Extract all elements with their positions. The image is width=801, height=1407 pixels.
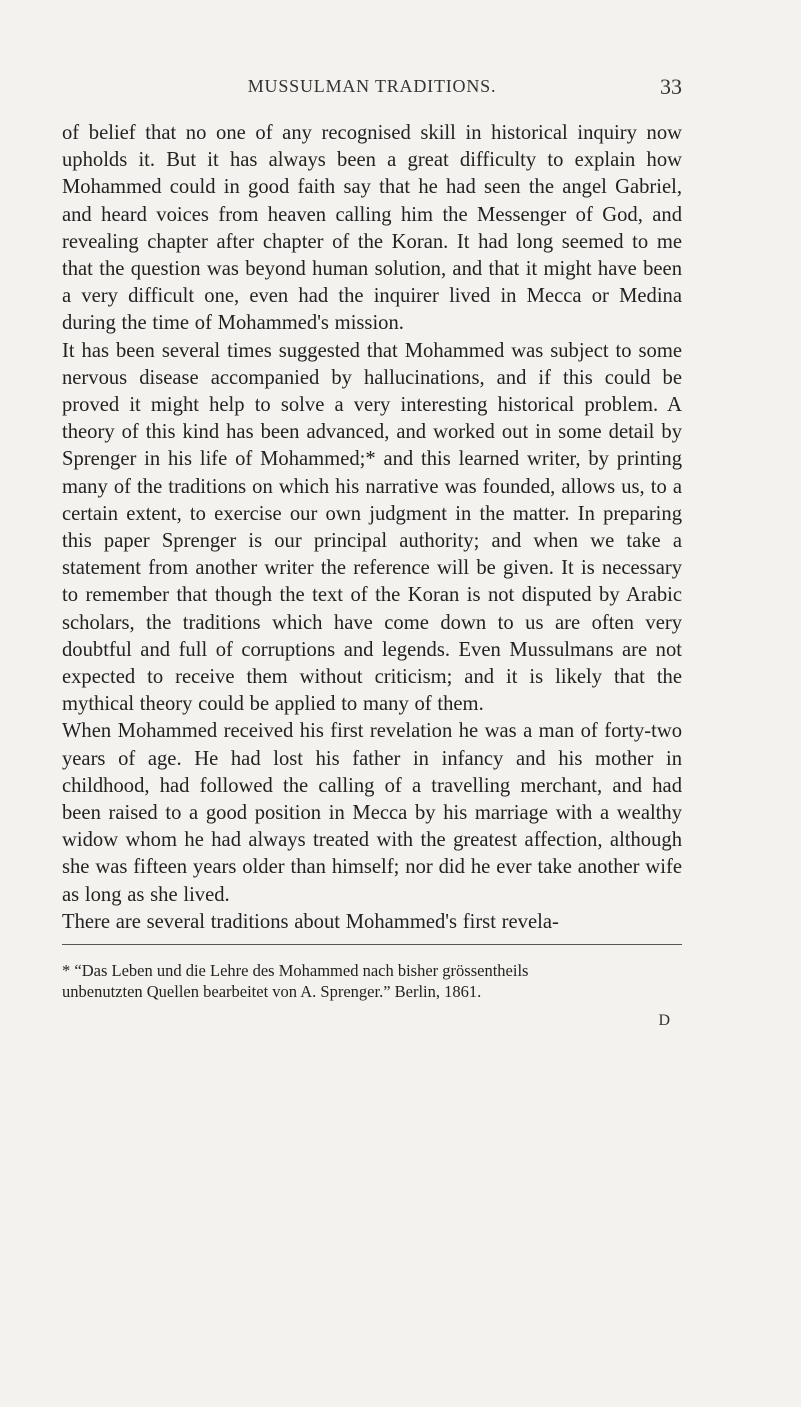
main-text xyxy=(62,120,682,936)
footnote-line-2: unbenutzten Quellen bearbeitet von A. Sprenger.” Berlin, 1861. xyxy=(62,982,482,1001)
footnote-line-1: * “Das Leben und die Lehre des Mohammed nach bisher grössentheils xyxy=(62,961,529,980)
page-number: 33 xyxy=(660,74,682,99)
paragraph-2: It has been several times suggested that Mohammed was subject to some nervous disease accompanied by hallucinations, and if this could be proved it might help to solve a very interesting historical problem. A theory of this kind has been advanced, and worked out in some detail by Sprenger in his life of Mohammed;* and this learned writer, by printing many of the traditions on which his narrative was founded, allows us, to a certain extent, to exercise our own judgment in the matter. In preparing this paper Sprenger is our principal authority; and when we take a statement from another writer the reference will be given. It is necessary to remember that though the text of the Koran is not disputed by Arabic scholars, the traditions which have come down to us are often very doubtful and full of corruptions and legends. Even Mussulmans are not expected to receive them without criticism; and it is likely that the mythical theory could be applied to many of them. xyxy=(62,339,682,716)
page-header xyxy=(62,70,682,98)
running-head: MUSSULMAN TRADITIONS. xyxy=(247,76,497,96)
paragraph-3: When Mohammed received his first revelation he was a man of forty-two years of age. He had lost his father in infancy and his mother in childhood, had followed the calling of a travelling merchant, and had been raised to a good position in Mecca by his marriage with a wealthy widow whom he had always treated with the greatest affection, although she was fifteen years older than himself; nor did he ever take another wife as long as she lived. xyxy=(62,720,682,906)
paragraph-1: of belief that no one of any recognised skill in historical inquiry now upholds it. But it has always been a great difficulty to explain how Mohammed could in good faith say that he had seen the angel Gabriel, and heard voices from heaven calling him the Messenger of God, and revealing chapter after chapter of the Koran. It had long seemed to me that the question was beyond human solution, and that it might have been a very difficult one, even had the inquirer lived in Mecca or Medina during the time of Mohammed's mission. xyxy=(62,122,682,335)
paragraph-4: There are several traditions about Mohammed's first revela- xyxy=(62,910,559,933)
signature-mark: D xyxy=(658,1012,670,1029)
footnote-divider xyxy=(62,944,682,945)
footnote xyxy=(62,960,682,1002)
